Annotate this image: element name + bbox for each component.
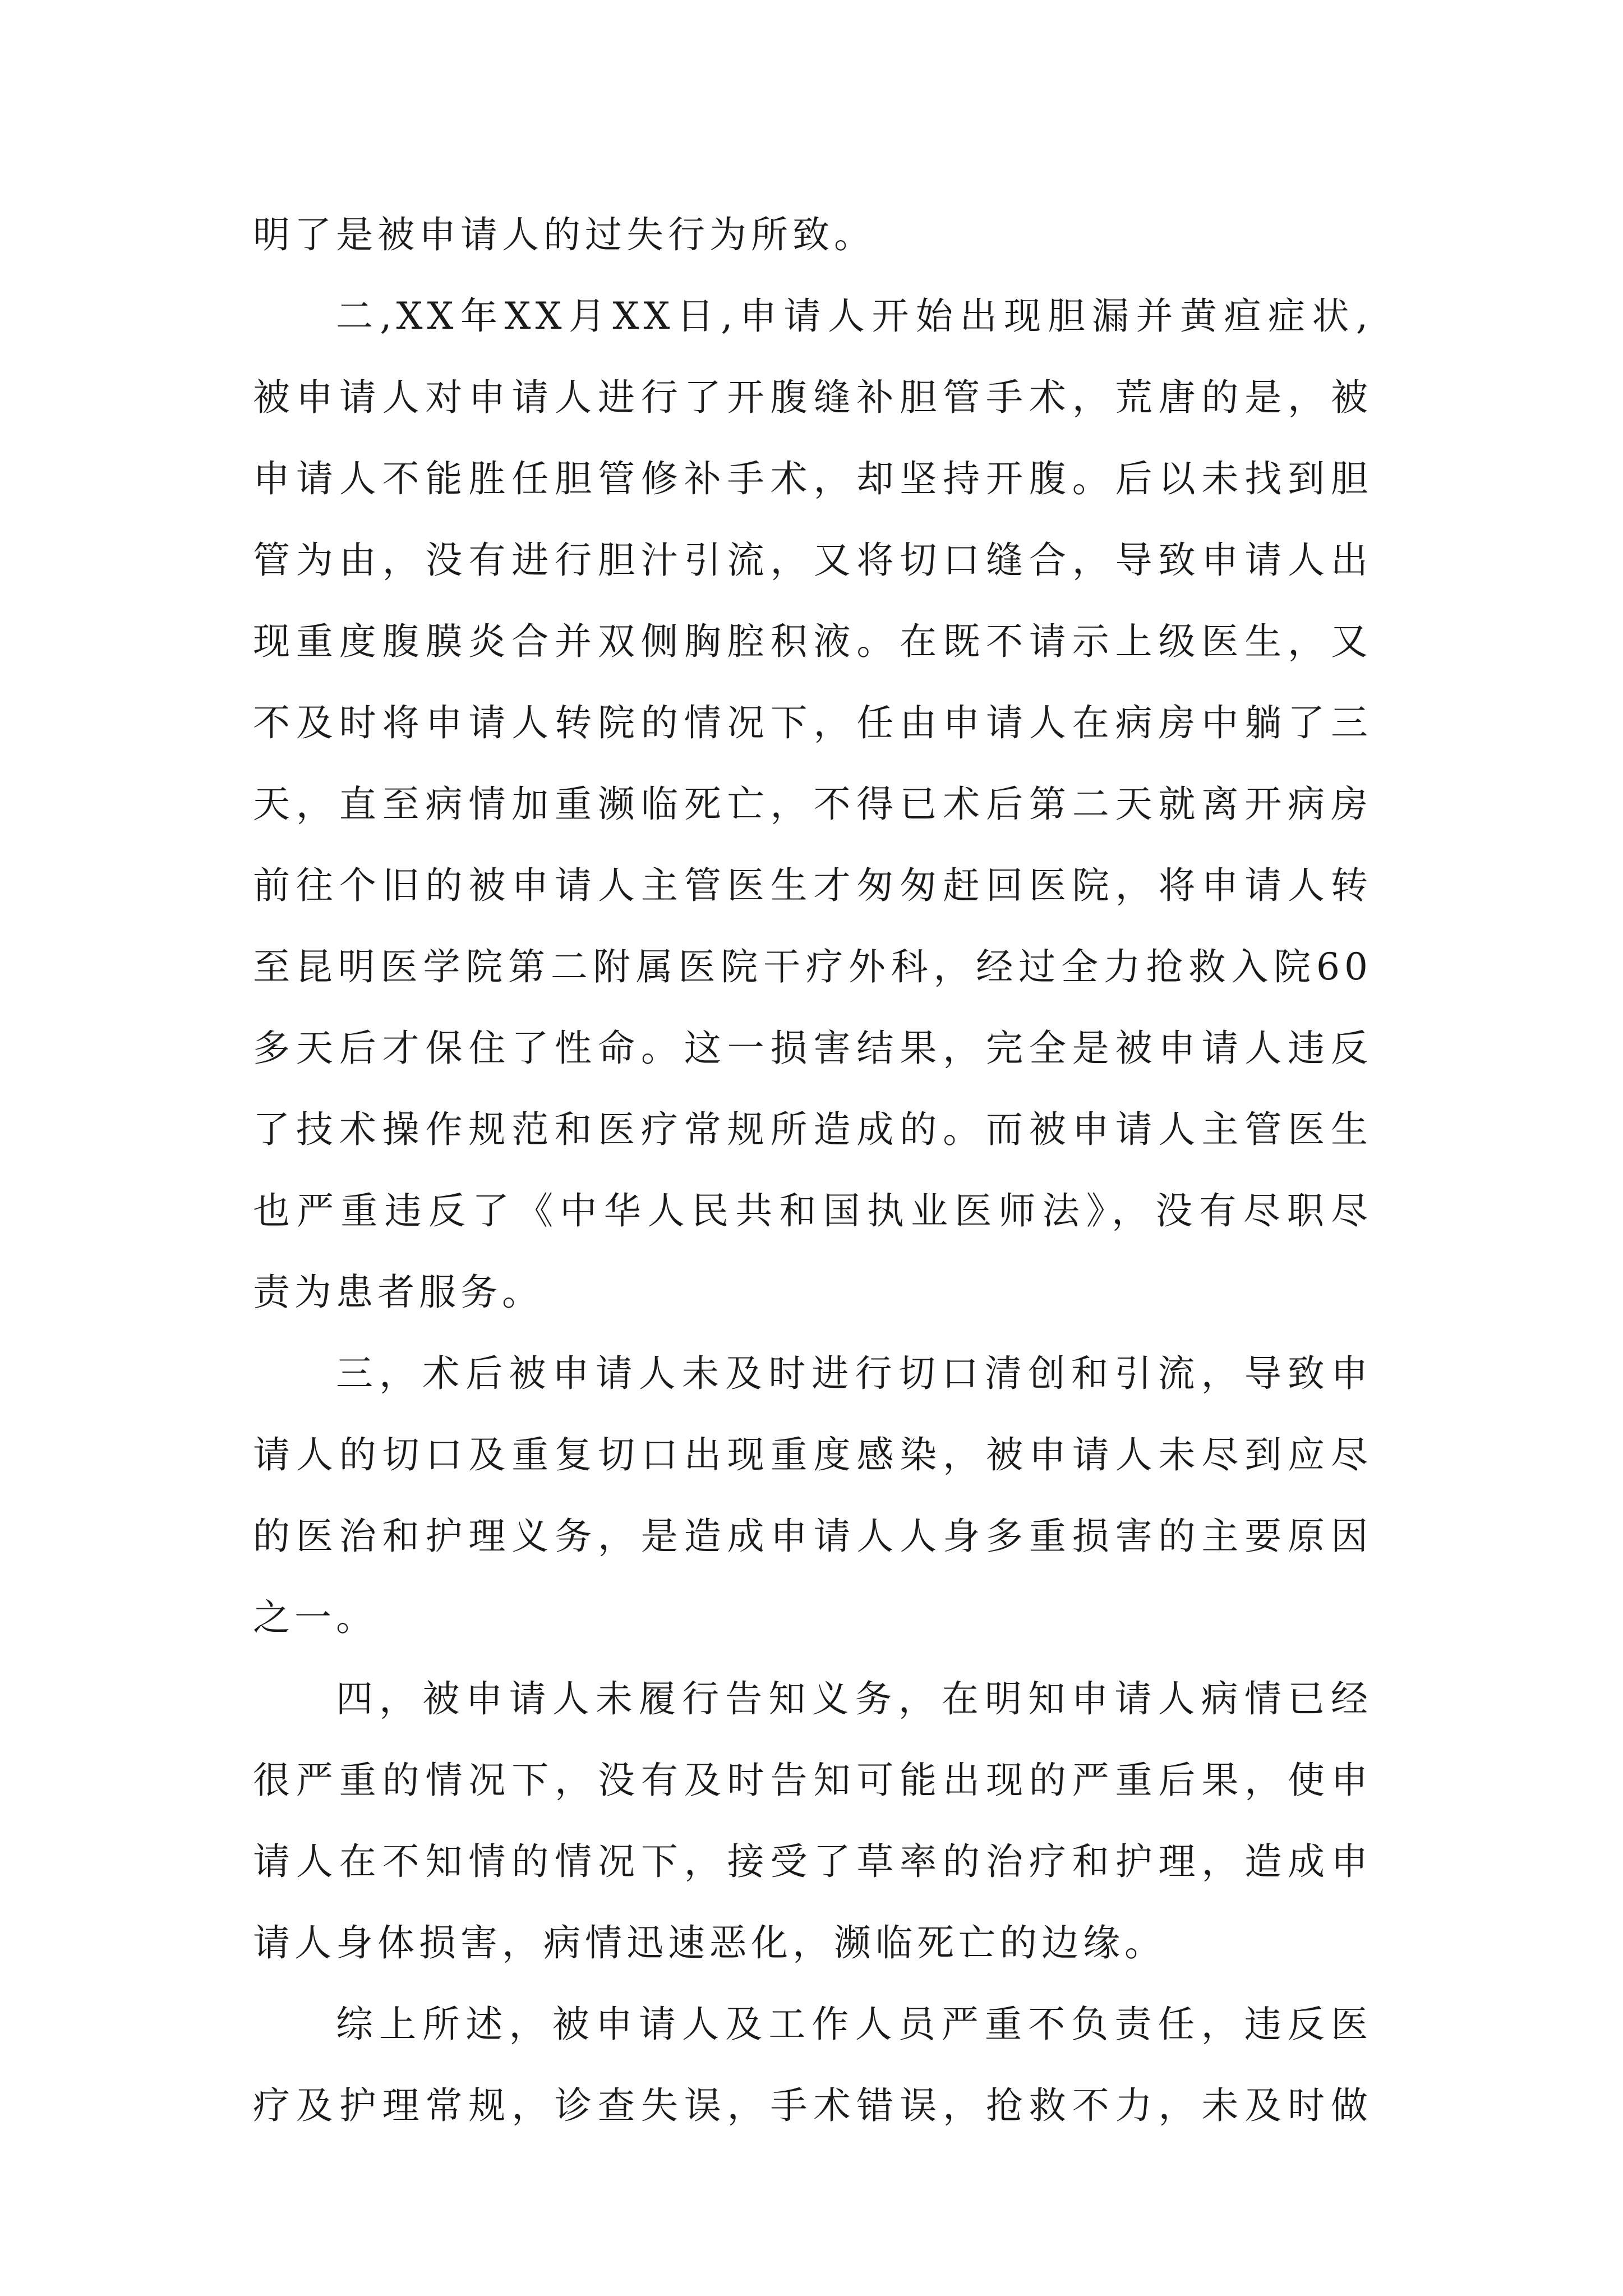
document-line: 三，术后被申请人未及时进行切口清创和引流，导致申 <box>336 1352 1372 1395</box>
document-line: 请人在不知情的情况下，接受了草率的治疗和护理，造成申 <box>253 1840 1372 1883</box>
document-line: 明了是被申请人的过失行为所致。 <box>253 213 875 256</box>
document-line: 的医治和护理义务，是造成申请人人身多重损害的主要原因 <box>253 1515 1372 1558</box>
document-line: 请人身体损害，病情迅速恶化，濒临死亡的边缘。 <box>253 1921 1166 1964</box>
document-line: 之一。 <box>253 1596 377 1639</box>
document-line: 请人的切口及重复切口出现重度感染，被申请人未尽到应尽 <box>253 1433 1372 1476</box>
document-line: 四，被申请人未履行告知义务，在明知申请人病情已经 <box>336 1677 1372 1720</box>
document-body <box>253 194 1372 2146</box>
document-line: 至昆明医学院第二附属医院干疗外科，经过全力抢救入院60 <box>253 945 1372 988</box>
document-line: 了技术操作规范和医疗常规所造成的。而被申请人主管医生 <box>253 1108 1372 1151</box>
document-line: 现重度腹膜炎合并双侧胸腔积液。在既不请示上级医生，又 <box>253 620 1372 663</box>
document-line: 申请人不能胜任胆管修补手术，却坚持开腹。后以未找到胆 <box>253 457 1372 500</box>
document-line: 责为患者服务。 <box>253 1271 543 1314</box>
document-line: 不及时将申请人转院的情况下，任由申请人在病房中躺了三 <box>253 701 1372 744</box>
document-line: 被申请人对申请人进行了开腹缝补胆管手术，荒唐的是，被 <box>253 376 1372 419</box>
document-line: 多天后才保住了性命。这一损害结果，完全是被申请人违反 <box>253 1027 1372 1070</box>
document-line: 二,XX年XX月XX日,申请人开始出现胆漏并黄疸症状, <box>336 295 1372 338</box>
document-line: 综上所述，被申请人及工作人员严重不负责任，违反医 <box>336 2003 1372 2046</box>
document-line: 很严重的情况下，没有及时告知可能出现的严重后果，使申 <box>253 1759 1372 1802</box>
document-line: 疗及护理常规，诊查失误，手术错误，抢救不力，未及时做 <box>253 2084 1372 2127</box>
document-line: 天，直至病情加重濒临死亡，不得已术后第二天就离开病房 <box>253 783 1372 826</box>
document-line: 前往个旧的被申请人主管医生才匆匆赶回医院，将申请人转 <box>253 864 1372 907</box>
document-line: 管为由，没有进行胆汁引流，又将切口缝合，导致申请人出 <box>253 539 1372 582</box>
document-line: 也严重违反了《中华人民共和国执业医师法》，没有尽职尽 <box>253 1189 1372 1232</box>
